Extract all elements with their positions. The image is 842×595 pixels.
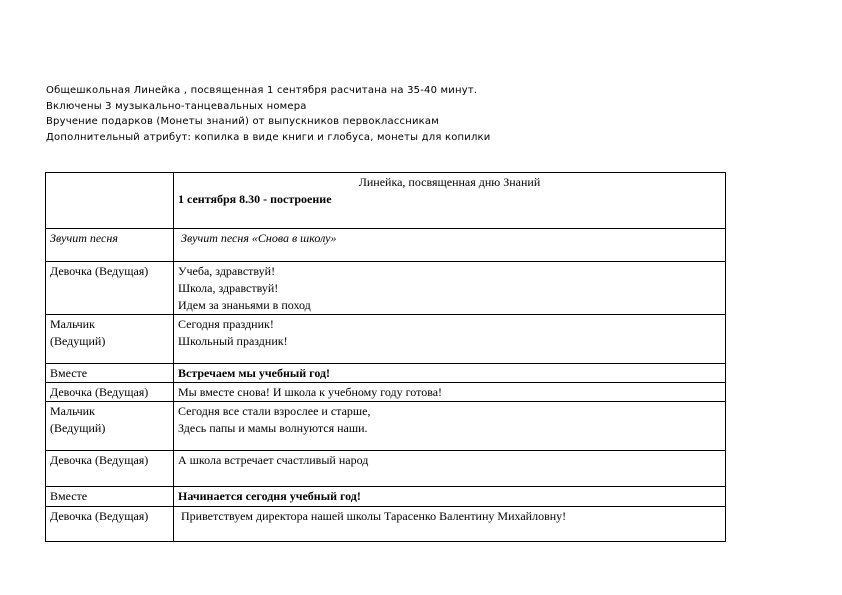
text-line: Идем за знаньями в поход <box>178 298 311 312</box>
text-line: Школьный праздник! <box>178 334 288 348</box>
table-row <box>46 364 726 383</box>
intro-line: Общешкольная Линейка , посвященная 1 сентября расчитана на 35-40 минут. <box>46 85 478 96</box>
intro-notes <box>46 83 491 145</box>
role-cell: Вместе <box>46 487 174 507</box>
table-row <box>46 451 726 487</box>
role-cell <box>46 315 174 364</box>
role-cell: Девочка (Ведущая) <box>46 507 174 542</box>
table-row <box>46 383 726 402</box>
intro-line: Дополнительный атрибут: копилка в виде книги и глобуса, монеты для копилки <box>46 131 491 143</box>
role-cell: Девочка (Ведущая) <box>46 262 174 315</box>
table-row <box>46 315 726 364</box>
text-cell <box>174 402 726 451</box>
text-cell: А школа встречает счастливый народ <box>174 451 726 487</box>
header-title: Линейка, посвященная дню Знаний <box>358 175 541 189</box>
text-cell <box>174 229 726 262</box>
header-cell <box>174 173 726 229</box>
role-line: (Ведущий) <box>50 421 106 435</box>
header-empty-cell <box>46 173 174 229</box>
text-cell <box>174 262 726 315</box>
role-cell: Вместе <box>46 364 174 383</box>
text-cell: Приветствуем директора нашей школы Тарасенко Валентину Михайловну! <box>174 507 726 542</box>
table-row <box>46 402 726 451</box>
intro-line: Включены 3 музыкально-танцевальных номера <box>46 100 307 112</box>
intro-line: Вручение подарков (Монеты знаний) от выпускников первоклассникам <box>46 116 439 127</box>
text-line: Учеба, здравствуй! <box>178 264 276 278</box>
table-row <box>46 487 726 507</box>
role-cell: Девочка (Ведущая) <box>46 383 174 402</box>
text-cell: Встречаем мы учебный год! <box>174 364 726 383</box>
text-cell: Начинается сегодня учебный год! <box>174 487 726 507</box>
text-cell <box>174 315 726 364</box>
table-row <box>46 507 726 542</box>
role-cell: Девочка (Ведущая) <box>46 451 174 487</box>
role-line: (Ведущий) <box>50 334 106 348</box>
role-line: Мальчик <box>50 317 95 331</box>
text-line: Сегодня праздник! <box>178 317 274 331</box>
role-cell: Звучит песня <box>46 229 174 262</box>
text-cell: Мы вместе снова! И школа к учебному году готова! <box>174 383 726 402</box>
text-line: Звучит песня «Снова в школу» <box>178 231 337 245</box>
table-row <box>46 229 726 262</box>
header-subtitle: 1 сентября 8.30 - построение <box>178 192 332 206</box>
table-row <box>46 262 726 315</box>
role-cell <box>46 402 174 451</box>
text-line: Сегодня все стали взрослее и старше, <box>178 404 371 418</box>
table-header-row <box>46 173 726 229</box>
role-line: Мальчик <box>50 404 95 418</box>
script-table <box>45 172 726 542</box>
text-line: Школа, здравствуй! <box>178 281 279 295</box>
text-line: Здесь папы и мамы волнуются наши. <box>178 421 368 435</box>
